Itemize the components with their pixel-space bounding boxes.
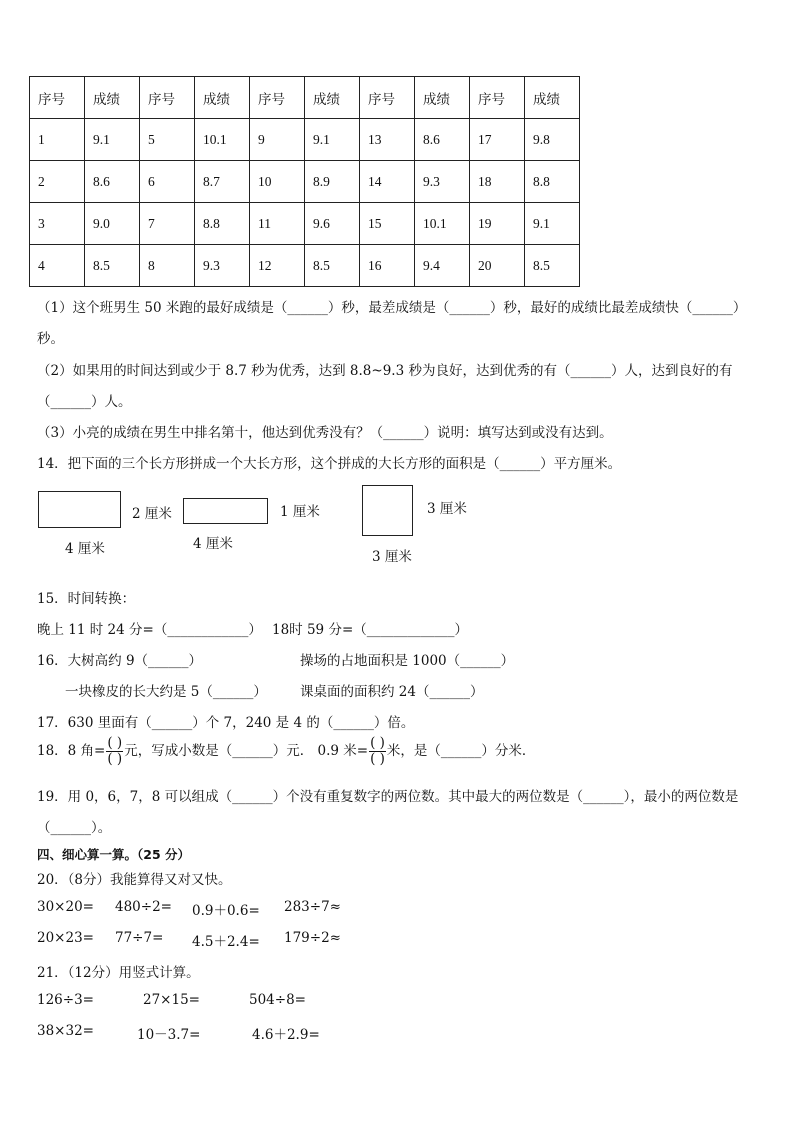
calc-item: 126÷3=: [37, 992, 94, 1008]
score-table: [29, 76, 580, 287]
calc-item: 283÷7≈: [284, 899, 341, 915]
q15-part-b: 18时 59 分=（_____________）: [272, 622, 469, 638]
table-cell: 5: [140, 119, 195, 161]
calc-item: 480÷2=: [115, 899, 172, 915]
table-cell: 9.1: [85, 119, 140, 161]
q13-part1-cont: 秒。: [37, 331, 64, 347]
q21-title: 21．（12分）用竖式计算。: [37, 965, 200, 981]
table-row: [30, 119, 580, 161]
table-row: [30, 161, 580, 203]
table-cell: 8.5: [85, 245, 140, 287]
table-cell: 8.8: [195, 203, 250, 245]
calc-item: 27×15=: [143, 992, 200, 1008]
table-cell: 3: [30, 203, 85, 245]
table-cell: 20: [470, 245, 525, 287]
table-cell: 1: [30, 119, 85, 161]
section-heading: 四、细心算一算。（25 分）: [37, 847, 190, 862]
table-cell: 8.6: [415, 119, 470, 161]
header-cell: 成绩: [195, 77, 250, 119]
header-cell: 序号: [250, 77, 305, 119]
header-cell: 成绩: [85, 77, 140, 119]
table-cell: 10.1: [195, 119, 250, 161]
table-cell: 8.7: [195, 161, 250, 203]
table-cell: 9.4: [415, 245, 470, 287]
header-cell: 成绩: [415, 77, 470, 119]
calc-item: 10－3.7=: [137, 1027, 201, 1043]
table-cell: 19: [470, 203, 525, 245]
table-cell: 8.9: [305, 161, 360, 203]
q13-part3: （3）小亮的成绩在男生中排名第十，他达到优秀没有？（______）说明：填写达到或没有达到。: [37, 425, 613, 441]
fraction-numerator: ( ): [370, 735, 385, 751]
table-cell: 7: [140, 203, 195, 245]
square-3: [362, 485, 413, 536]
table-cell: 2: [30, 161, 85, 203]
q15-part-a: 晚上 11 时 24 分=（____________）: [37, 622, 262, 638]
table-cell: 18: [470, 161, 525, 203]
header-cell: 序号: [470, 77, 525, 119]
q17-text: 17．630 里面有（______）个 7，240 是 4 的（______）倍。: [37, 715, 415, 731]
table-row: [30, 245, 580, 287]
table-cell: 16: [360, 245, 415, 287]
table-cell: 8.8: [525, 161, 580, 203]
q18-text: [37, 736, 535, 767]
calc-item: 0.9＋0.6=: [192, 903, 260, 919]
table-cell: 9.3: [195, 245, 250, 287]
table-row: [30, 203, 580, 245]
table-cell: 8: [140, 245, 195, 287]
header-cell: 序号: [360, 77, 415, 119]
rect2-height-label: 1 厘米: [280, 504, 320, 520]
rect3-height-label: 3 厘米: [427, 501, 467, 517]
calc-item: 77÷7=: [115, 930, 164, 946]
table-cell: 9.8: [525, 119, 580, 161]
table-header-row: [30, 77, 580, 119]
table-cell: 13: [360, 119, 415, 161]
calc-item: 4.6＋2.9=: [252, 1027, 320, 1043]
rect2-width-label: 4 厘米: [193, 536, 233, 552]
table-cell: 6: [140, 161, 195, 203]
table-cell: 10: [250, 161, 305, 203]
q13-part2: （2）如果用的时间达到或少于 8.7 秒为优秀，达到 8.8~9.3 秒为良好，达到优秀的有（______）人，达到良好的有: [37, 363, 733, 379]
calc-item: 38×32=: [37, 1023, 94, 1039]
q16-part-a: 16．大树高约 9（______）: [37, 653, 203, 669]
table-cell: 9.0: [85, 203, 140, 245]
calc-item: 4.5＋2.4=: [192, 934, 260, 950]
q13-part1: （1）这个班男生 50 米跑的最好成绩是（______）秒，最差成绩是（______）秒，最好的成绩比最差成绩快（______）: [37, 300, 747, 316]
table-cell: 9.3: [415, 161, 470, 203]
header-cell: 成绩: [305, 77, 360, 119]
calc-item: 179÷2≈: [284, 930, 341, 946]
calc-item: 20×23=: [37, 930, 94, 946]
table-cell: 9.6: [305, 203, 360, 245]
q19-text: 19．用 0，6，7，8 可以组成（______）个没有重复数字的两位数。其中最大的两位数是（______），最小的两位数是: [37, 789, 739, 805]
table-cell: 11: [250, 203, 305, 245]
rect1-height-label: 2 厘米: [132, 506, 172, 522]
rect3-width-label: 3 厘米: [372, 549, 412, 565]
table-cell: 8.6: [85, 161, 140, 203]
q16-part-b: 操场的占地面积是 1000（______）: [300, 653, 515, 669]
table-cell: 12: [250, 245, 305, 287]
calc-item: 30×20=: [37, 899, 94, 915]
q16-part-c: 一块橡皮的长大约是 5（______）: [65, 684, 267, 700]
q19-text-cont: （______）。: [37, 820, 112, 836]
table-cell: 8.5: [305, 245, 360, 287]
table-cell: 8.5: [525, 245, 580, 287]
table-cell: 4: [30, 245, 85, 287]
q15-title: 15．时间转换：: [37, 591, 136, 607]
calc-item: 504÷8=: [249, 992, 306, 1008]
rectangle-2: [183, 498, 268, 524]
q18-mid: 元，写成小数是（______）元． 0.9 米=: [124, 743, 369, 759]
table-cell: 15: [360, 203, 415, 245]
q18-lead: 18．8 角=: [37, 743, 106, 759]
fraction-numerator: ( ): [107, 735, 123, 751]
q13-part2-cont: （______）人。: [37, 394, 132, 410]
q20-title: 20．（8分）我能算得又对又快。: [37, 872, 232, 888]
header-cell: 序号: [30, 77, 85, 119]
header-cell: 序号: [140, 77, 195, 119]
q18-tail: 米，是（______）分米．: [386, 743, 536, 759]
table-cell: 9: [250, 119, 305, 161]
rectangle-1: [38, 491, 121, 528]
q16-part-d: 课桌面的面积约 24（______）: [300, 684, 484, 700]
q14-text: 14．把下面的三个长方形拼成一个大长方形，这个拼成的大长方形的面积是（______）平方厘米。: [37, 456, 622, 472]
table-cell: 14: [360, 161, 415, 203]
fraction-yuan: [106, 736, 123, 767]
header-cell: 成绩: [525, 77, 580, 119]
fraction-meter: [369, 736, 386, 767]
table-cell: 9.1: [525, 203, 580, 245]
table-cell: 9.1: [305, 119, 360, 161]
rect1-width-label: 4 厘米: [65, 541, 105, 557]
table-cell: 17: [470, 119, 525, 161]
table-cell: 10.1: [415, 203, 470, 245]
fraction-denominator: ( ): [370, 751, 385, 767]
fraction-denominator: ( ): [107, 751, 123, 767]
